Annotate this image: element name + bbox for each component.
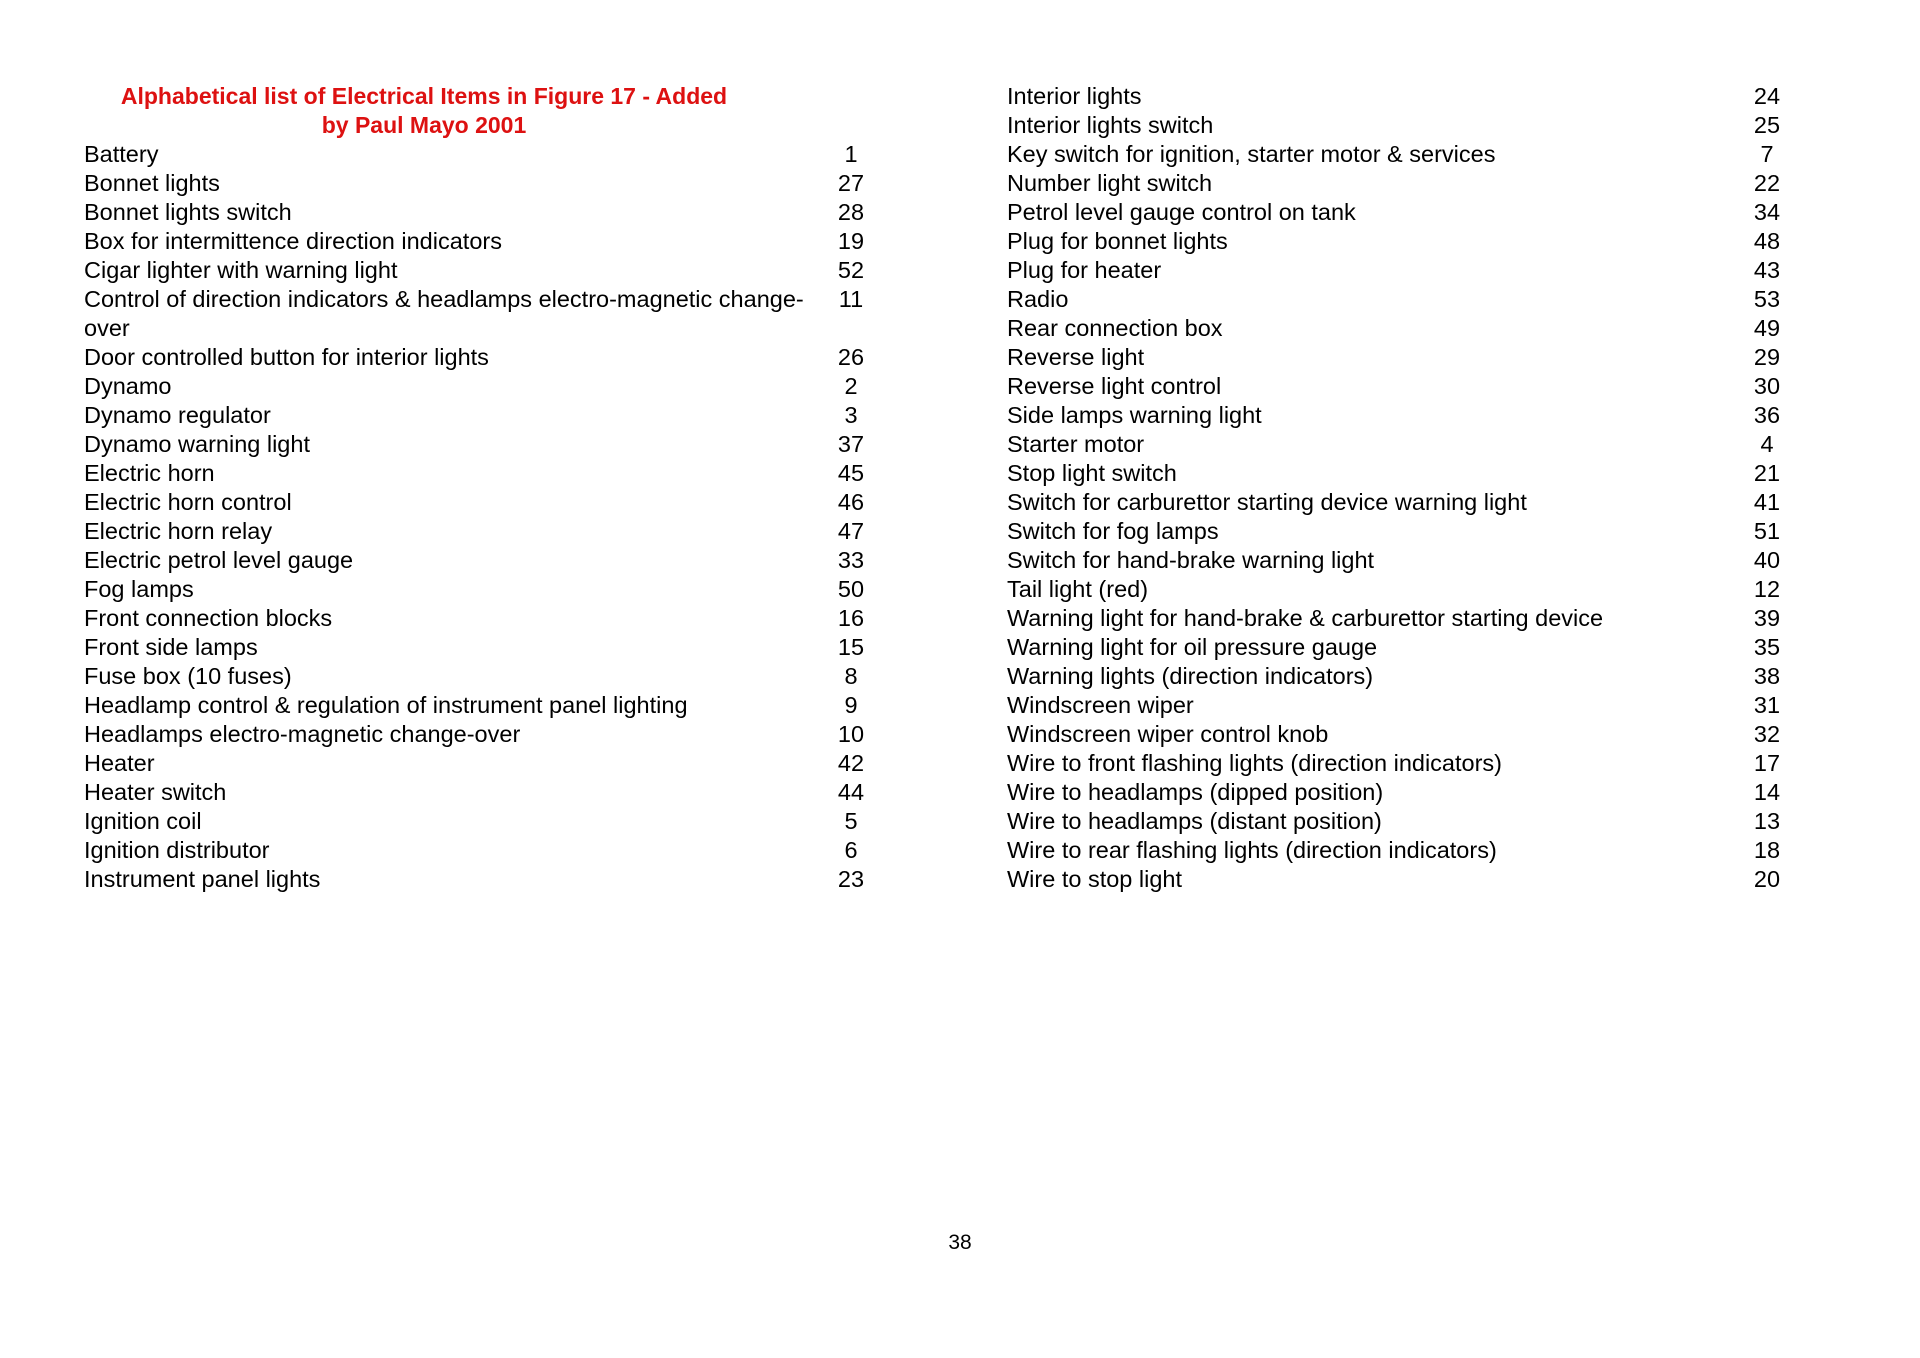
list-item (1007, 111, 1797, 140)
item-label: Electric petrol level gauge (84, 547, 354, 573)
list-item (1007, 459, 1797, 488)
item-number: 49 (1753, 315, 1781, 341)
item-number: 47 (837, 518, 865, 544)
item-label: Headlamp control & regulation of instrument panel lighting (84, 692, 688, 718)
list-item (84, 430, 881, 459)
item-label: Plug for heater (1007, 257, 1162, 283)
list-item (84, 517, 881, 546)
item-number: 8 (844, 663, 858, 689)
item-label: Switch for fog lamps (1007, 518, 1219, 544)
item-number: 9 (844, 692, 858, 718)
item-number: 45 (837, 460, 865, 486)
list-item (1007, 227, 1797, 256)
list-item (84, 633, 881, 662)
list-item (84, 372, 881, 401)
item-number: 34 (1753, 199, 1781, 225)
list-item (1007, 140, 1797, 169)
item-label: Instrument panel lights (84, 866, 321, 892)
list-item (1007, 836, 1797, 865)
item-label: Control of direction indicators & headlamps electro-magnetic change-over (84, 286, 804, 341)
item-label: Ignition distributor (84, 837, 270, 863)
item-label: Windscreen wiper control knob (1007, 721, 1329, 747)
item-number: 22 (1753, 170, 1781, 196)
list-item (1007, 285, 1797, 314)
item-number: 20 (1753, 866, 1781, 892)
list-item (84, 140, 881, 169)
item-label: Reverse light (1007, 344, 1145, 370)
item-number: 41 (1753, 489, 1781, 515)
item-number: 40 (1753, 547, 1781, 573)
item-number: 28 (837, 199, 865, 225)
item-number: 16 (837, 605, 865, 631)
item-number: 37 (837, 431, 865, 457)
list-item (1007, 604, 1797, 633)
list-item (84, 459, 881, 488)
list-item (1007, 575, 1797, 604)
item-label: Front side lamps (84, 634, 258, 660)
item-number: 32 (1753, 721, 1781, 747)
item-label: Number light switch (1007, 170, 1213, 196)
item-number: 35 (1753, 634, 1781, 660)
item-label: Electric horn control (84, 489, 292, 515)
item-label: Reverse light control (1007, 373, 1222, 399)
item-label: Bonnet lights (84, 170, 220, 196)
list-item (84, 778, 881, 807)
item-label: Wire to front flashing lights (direction indicators) (1007, 750, 1503, 776)
list-item (1007, 372, 1797, 401)
item-number: 53 (1753, 286, 1781, 312)
list-item (1007, 749, 1797, 778)
list-item (1007, 778, 1797, 807)
item-label: Switch for hand-brake warning light (1007, 547, 1375, 573)
list-item (1007, 430, 1797, 459)
item-number: 24 (1753, 83, 1781, 109)
left-item-list (84, 140, 881, 894)
item-label: Dynamo regulator (84, 402, 271, 428)
item-label: Warning light for hand-brake & carburettor starting device (1007, 605, 1604, 631)
item-number: 13 (1753, 808, 1781, 834)
right-column (1007, 82, 1797, 894)
item-number: 23 (837, 866, 865, 892)
item-number: 42 (837, 750, 865, 776)
list-item (84, 662, 881, 691)
item-number: 39 (1753, 605, 1781, 631)
list-item (1007, 343, 1797, 372)
item-label: Switch for carburettor starting device warning light (1007, 489, 1527, 515)
item-label: Electric horn relay (84, 518, 273, 544)
item-number: 30 (1753, 373, 1781, 399)
item-number: 3 (844, 402, 858, 428)
list-item (84, 836, 881, 865)
item-label: Front connection blocks (84, 605, 333, 631)
list-item (84, 691, 881, 720)
page-number: 38 (948, 1231, 972, 1254)
item-label: Warning light for oil pressure gauge (1007, 634, 1378, 660)
item-label: Radio (1007, 286, 1069, 312)
list-item (1007, 82, 1797, 111)
list-item (1007, 720, 1797, 749)
item-label: Battery (84, 141, 159, 167)
list-item (1007, 488, 1797, 517)
item-label: Headlamps electro-magnetic change-over (84, 721, 521, 747)
item-number: 15 (837, 634, 865, 660)
item-number: 7 (1760, 141, 1774, 167)
list-item (84, 749, 881, 778)
item-label: Fog lamps (84, 576, 194, 602)
item-label: Wire to headlamps (dipped position) (1007, 779, 1384, 805)
item-label: Electric horn (84, 460, 215, 486)
item-label: Rear connection box (1007, 315, 1223, 341)
item-label: Ignition coil (84, 808, 202, 834)
list-item (84, 401, 881, 430)
item-number: 10 (837, 721, 865, 747)
list-item (84, 198, 881, 227)
list-item (1007, 691, 1797, 720)
item-label: Dynamo (84, 373, 172, 399)
item-number: 19 (837, 228, 865, 254)
heading-line-2: by Paul Mayo 2001 (321, 112, 527, 138)
list-item (84, 227, 881, 256)
item-label: Dynamo warning light (84, 431, 310, 457)
item-number: 36 (1753, 402, 1781, 428)
item-label: Box for intermittence direction indicators (84, 228, 502, 254)
list-item (1007, 633, 1797, 662)
item-number: 46 (837, 489, 865, 515)
item-number: 18 (1753, 837, 1781, 863)
item-number: 52 (837, 257, 865, 283)
list-item (1007, 314, 1797, 343)
list-item (84, 575, 881, 604)
item-label: Cigar lighter with warning light (84, 257, 398, 283)
item-label: Tail light (red) (1007, 576, 1149, 602)
list-item (84, 343, 881, 372)
item-label: Bonnet lights switch (84, 199, 292, 225)
list-item (84, 546, 881, 575)
item-number: 29 (1753, 344, 1781, 370)
item-number: 38 (1753, 663, 1781, 689)
item-label: Fuse box (10 fuses) (84, 663, 292, 689)
item-label: Interior lights switch (1007, 112, 1214, 138)
list-item (84, 807, 881, 836)
list-item (1007, 807, 1797, 836)
item-label: Wire to rear flashing lights (direction indicators) (1007, 837, 1497, 863)
list-item (1007, 865, 1797, 894)
list-item (84, 604, 881, 633)
item-number: 12 (1753, 576, 1781, 602)
item-label: Stop light switch (1007, 460, 1177, 486)
heading-line-1: Alphabetical list of Electrical Items in Figure 17 - Added (120, 83, 728, 109)
item-number: 1 (844, 141, 858, 167)
item-number: 26 (837, 344, 865, 370)
item-label: Heater (84, 750, 155, 776)
list-item (84, 169, 881, 198)
list-heading (84, 82, 764, 140)
list-item (1007, 401, 1797, 430)
item-label: Heater switch (84, 779, 227, 805)
item-number: 33 (837, 547, 865, 573)
item-number: 21 (1753, 460, 1781, 486)
item-number: 44 (837, 779, 865, 805)
item-label: Interior lights (1007, 83, 1142, 109)
item-label: Wire to stop light (1007, 866, 1183, 892)
item-label: Side lamps warning light (1007, 402, 1262, 428)
list-item (84, 865, 881, 894)
item-number: 48 (1753, 228, 1781, 254)
left-column (84, 82, 881, 894)
item-number: 5 (844, 808, 858, 834)
list-item (84, 285, 881, 343)
list-item (1007, 662, 1797, 691)
list-item (1007, 546, 1797, 575)
item-number: 51 (1753, 518, 1781, 544)
list-item (1007, 517, 1797, 546)
item-label: Plug for bonnet lights (1007, 228, 1228, 254)
item-number: 27 (837, 170, 865, 196)
item-number: 43 (1753, 257, 1781, 283)
item-number: 25 (1753, 112, 1781, 138)
item-label: Windscreen wiper (1007, 692, 1194, 718)
item-label: Door controlled button for interior lights (84, 344, 489, 370)
list-item (84, 488, 881, 517)
list-item (1007, 198, 1797, 227)
item-number: 50 (837, 576, 865, 602)
item-label: Key switch for ignition, starter motor & services (1007, 141, 1496, 167)
item-number: 31 (1753, 692, 1781, 718)
item-number: 6 (844, 837, 858, 863)
item-label: Wire to headlamps (distant position) (1007, 808, 1382, 834)
item-label: Starter motor (1007, 431, 1145, 457)
list-item (84, 720, 881, 749)
list-item (84, 256, 881, 285)
item-number: 14 (1753, 779, 1781, 805)
item-label: Petrol level gauge control on tank (1007, 199, 1356, 225)
item-number: 17 (1753, 750, 1781, 776)
item-number: 11 (838, 286, 864, 312)
item-number: 4 (1760, 431, 1774, 457)
right-item-list (1007, 82, 1797, 894)
list-item (1007, 169, 1797, 198)
item-number: 2 (844, 373, 858, 399)
item-label: Warning lights (direction indicators) (1007, 663, 1374, 689)
list-item (1007, 256, 1797, 285)
